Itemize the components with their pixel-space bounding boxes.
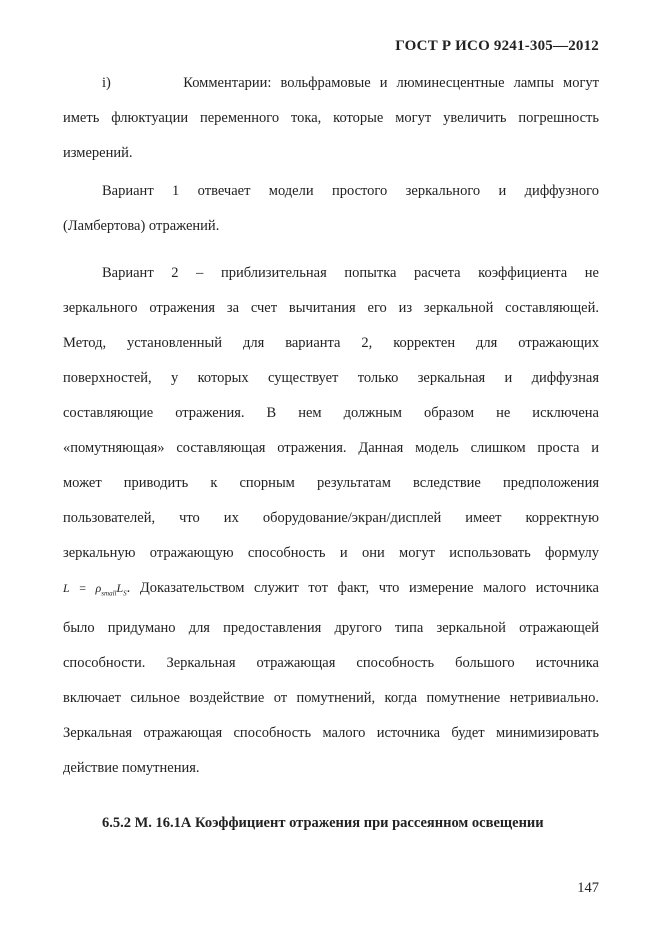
- text-line: «помутняющая» составляющая отражения. Данная модель слишком проста и: [63, 440, 599, 456]
- text-line: поверхностей, у которых существует только зеркальная и диффузная: [63, 370, 599, 386]
- formula-Ls: L: [116, 581, 124, 595]
- paragraph-variant-2: [63, 256, 599, 786]
- text-line: иметь флюктуации переменного тока, которые могут увеличить погрешность: [63, 110, 599, 126]
- text-line-rest: . Доказательством служит тот факт, что измерение малого источника: [126, 580, 599, 596]
- text-line: зеркальную отражающую способность и они могут использовать формулу: [63, 545, 599, 561]
- text-line: составляющие отражения. В нем должным образом не исключена: [63, 405, 599, 421]
- formula-Ls-subscript: S: [123, 589, 127, 598]
- text-line: пользователей, что их оборудование/экран/дисплей имеет корректную: [63, 510, 599, 526]
- paragraph-comment: [63, 66, 599, 171]
- text-line: может приводить к спорным результатам вследствие предположения: [63, 475, 599, 491]
- formula-rho: ρ: [95, 581, 102, 595]
- text-line: (Ламбертова) отражений.: [63, 218, 220, 234]
- text-line: включает сильное воздействие от помутнений, когда помутнение нетривиально.: [63, 690, 599, 707]
- section-heading: 6.5.2 М. 16.1А Коэффициент отражения при рассеянном освещении: [102, 815, 544, 831]
- text-line: Зеркальная отражающая способность малого источника будет минимизировать: [63, 725, 599, 742]
- text-line: действие помутнения.: [63, 760, 200, 777]
- standard-header: ГОСТ Р ИСО 9241-305—2012: [395, 38, 599, 54]
- text-line: Вариант 2 – приблизительная попытка расчета коэффициента не: [102, 265, 599, 281]
- text-line: было придумано для предоставления другого типа зеркальной отражающей: [63, 620, 599, 637]
- formula-rho-subscript: small: [101, 589, 117, 598]
- text-line: Метод, установленный для варианта 2, корректен для отражающих: [63, 335, 599, 351]
- text-line-formula: [63, 571, 599, 611]
- page-number: 147: [577, 880, 599, 896]
- formula-L: L: [63, 581, 70, 595]
- text-line: Вариант 1 отвечает модели простого зеркального и диффузного: [102, 183, 599, 199]
- formula-equals: =: [69, 581, 96, 595]
- paragraph-variant-1: [63, 174, 599, 244]
- text-line: i) Комментарии: вольфрамовые и люминесцентные лампы могут: [102, 75, 599, 91]
- text-line: зеркального отражения за счет вычитания его из зеркальной составляющей.: [63, 300, 599, 316]
- formula: [63, 581, 127, 598]
- text-line: измерений.: [63, 145, 133, 161]
- text-line: способности. Зеркальная отражающая способность большого источника: [63, 655, 599, 672]
